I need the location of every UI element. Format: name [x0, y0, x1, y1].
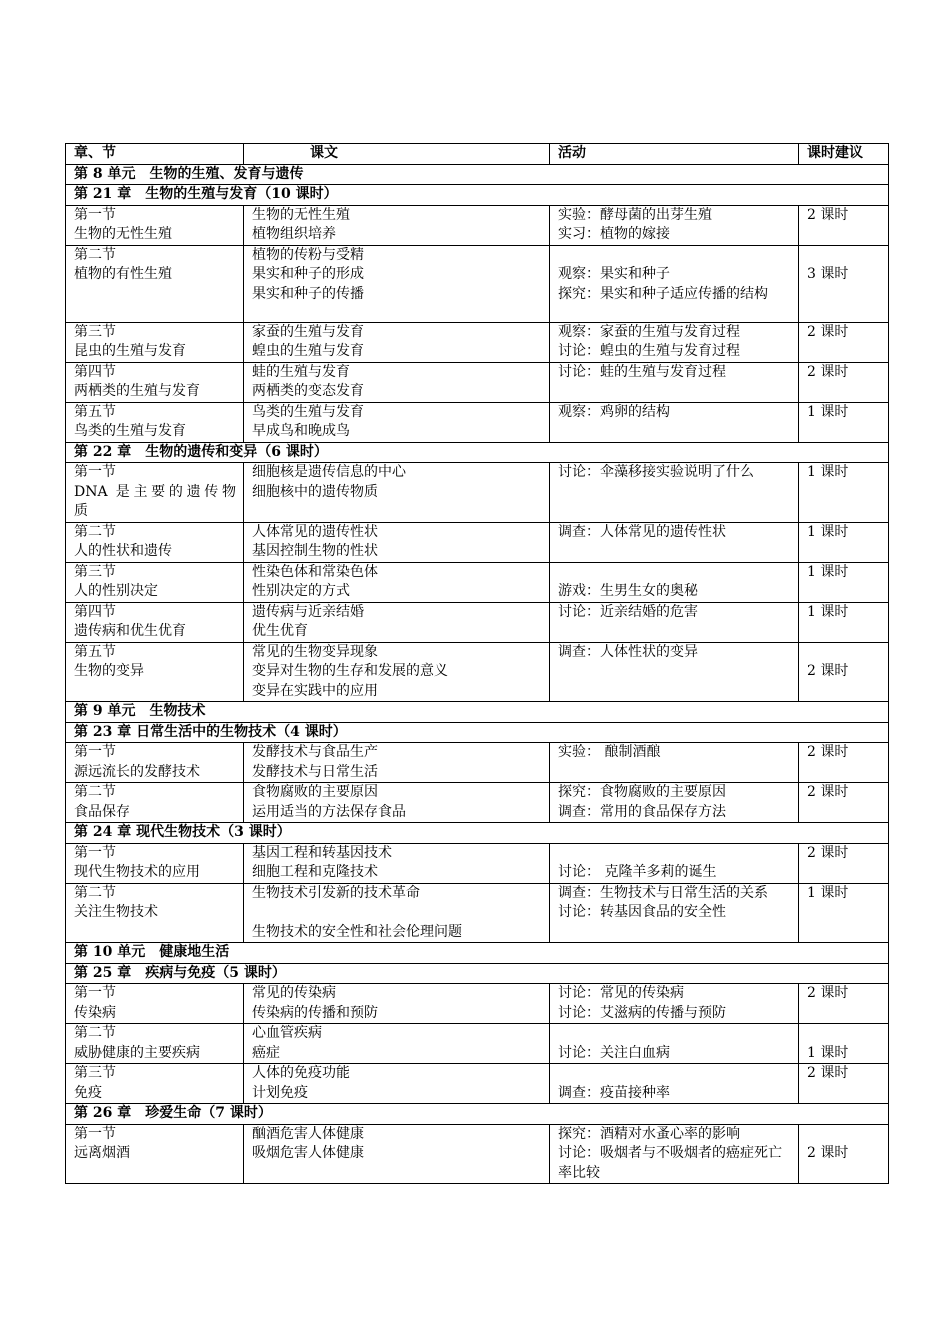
cell-hours [799, 743, 889, 783]
chapter-line: 生物的无性生殖 [74, 226, 172, 242]
text-line: 变异对生物的生存和发展的意义 [252, 663, 448, 679]
chapter-line: 第三节 [74, 1065, 116, 1081]
cell-activity [550, 743, 799, 783]
activity-line: 调查：人体性状的变异 [558, 643, 698, 660]
hours-line: 1 课时 [807, 523, 849, 540]
hours-line: 2 课时 [807, 844, 849, 861]
text-line: 癌症 [252, 1044, 280, 1061]
text-line: 人体常见的遗传性状 [252, 523, 378, 540]
section-title: 第 24 章 现代生物技术（3 课时） [66, 823, 889, 844]
chapter-line: 第四节 [74, 603, 116, 620]
section-title: 第 22 章 生物的遗传和变异（6 课时） [66, 442, 889, 463]
section-row [66, 164, 889, 185]
lesson-row [66, 362, 889, 402]
hours-line: 2 课时 [807, 744, 849, 760]
cell-text [244, 362, 550, 402]
chapter-line: 第一节 [74, 844, 116, 861]
text-line: 生物技术引发新的技术革命 [252, 884, 420, 901]
cell-chapter [66, 562, 244, 602]
cell-hours [799, 522, 889, 562]
chapter-line: 第二节 [74, 784, 116, 800]
section-title: 第 25 章 疾病与免疫（5 课时） [66, 963, 889, 984]
hours-line [807, 1125, 881, 1145]
hours-line [807, 643, 881, 663]
chapter-line: 昆虫的生殖与发育 [74, 343, 186, 359]
cell-hours [799, 205, 889, 245]
text-line: 常见的生物变异现象 [252, 643, 378, 660]
header-activity: 活动 [550, 144, 799, 165]
cell-activity [550, 322, 799, 362]
text-line: 优生优育 [252, 623, 308, 639]
cell-text [244, 562, 550, 602]
cell-text [244, 743, 550, 783]
activity-line [558, 844, 791, 864]
cell-hours [799, 783, 889, 823]
lesson-row [66, 843, 889, 883]
cell-chapter [66, 1024, 244, 1064]
section-title: 第 8 单元 生物的生殖、发育与遗传 [66, 164, 889, 185]
cell-hours [799, 602, 889, 642]
hours-line: 1 课时 [807, 1044, 849, 1061]
activity-line: 观察：鸡卵的结构 [558, 403, 670, 420]
text-line: 发酵技术与日常生活 [252, 763, 378, 780]
lesson-row [66, 883, 889, 943]
text-line: 变异在实践中的应用 [252, 682, 378, 699]
chapter-line: 第五节 [74, 403, 116, 420]
cell-activity [550, 642, 799, 702]
activity-line: 讨论：蛙的生殖与发育过程 [558, 363, 726, 380]
text-line: 细胞核是遗传信息的中心 [252, 464, 406, 480]
section-row [66, 823, 889, 844]
chapter-line: 第一节 [74, 1125, 116, 1142]
chapter-line: 鸟类的生殖与发育 [74, 423, 186, 439]
hours-line: 1 课时 [807, 603, 849, 620]
cell-text [244, 1064, 550, 1104]
text-line: 传染病的传播和预防 [252, 1004, 378, 1021]
lesson-row [66, 402, 889, 442]
chapter-line: 第二节 [74, 246, 116, 263]
activity-line: 讨论：近亲结婚的危害 [558, 603, 698, 620]
cell-activity [550, 984, 799, 1024]
text-line: 蛙的生殖与发育 [252, 363, 350, 380]
chapter-line: 现代生物技术的应用 [74, 864, 200, 880]
cell-hours [799, 362, 889, 402]
lesson-row [66, 562, 889, 602]
chapter-line: 第一节 [74, 985, 116, 1001]
activity-line: 游戏：生男生女的奥秘 [558, 583, 698, 599]
cell-chapter [66, 322, 244, 362]
cell-chapter [66, 362, 244, 402]
activity-line: 讨论： 克隆羊多莉的诞生 [558, 864, 717, 880]
cell-chapter [66, 602, 244, 642]
activity-line [558, 1064, 791, 1084]
text-line: 生物技术的安全性和社会伦理问题 [252, 923, 462, 940]
lesson-row [66, 602, 889, 642]
activity-line: 调查：人体常见的遗传性状 [558, 523, 726, 540]
chapter-line: 关注生物技术 [74, 904, 158, 920]
cell-activity [550, 522, 799, 562]
text-line: 两栖类的变态发育 [252, 383, 364, 399]
cell-chapter [66, 522, 244, 562]
lesson-row [66, 322, 889, 362]
cell-activity [550, 245, 799, 322]
chapter-line: 遗传病和优生优育 [74, 623, 186, 639]
cell-hours [799, 463, 889, 523]
chapter-line: 人的性别决定 [74, 583, 158, 599]
lesson-row [66, 642, 889, 702]
chapter-line: 第一节 [74, 744, 116, 760]
section-title: 第 10 单元 健康地生活 [66, 943, 889, 964]
text-line: 果实和种子的形成 [252, 266, 364, 282]
section-row [66, 442, 889, 463]
section-row [66, 722, 889, 743]
hours-line [807, 246, 881, 266]
text-line: 性染色体和常染色体 [252, 563, 378, 580]
activity-line: 探究：食物腐败的主要原因 [558, 784, 726, 800]
cell-activity [550, 883, 799, 943]
cell-activity [550, 402, 799, 442]
chapter-line: 第三节 [74, 323, 116, 340]
cell-activity [550, 362, 799, 402]
cell-text [244, 642, 550, 702]
text-line: 生物的无性生殖 [252, 206, 350, 223]
hours-line [807, 1024, 881, 1044]
lesson-row [66, 1124, 889, 1184]
activity-line: 调查：生物技术与日常生活的关系 [558, 884, 768, 901]
lesson-row [66, 984, 889, 1024]
chapter-line: 威胁健康的主要疾病 [74, 1044, 200, 1061]
text-line: 常见的传染病 [252, 985, 336, 1001]
cell-hours [799, 883, 889, 943]
cell-chapter [66, 743, 244, 783]
cell-text [244, 783, 550, 823]
hours-line: 1 课时 [807, 563, 849, 580]
header-hours: 课时建议 [799, 144, 889, 165]
text-line: 计划免疫 [252, 1084, 308, 1101]
hours-line: 2 课时 [807, 985, 849, 1001]
activity-line [558, 246, 791, 266]
cell-activity [550, 1024, 799, 1064]
cell-hours [799, 984, 889, 1024]
cell-activity [550, 1124, 799, 1184]
chapter-line: 植物的有性生殖 [74, 266, 172, 282]
activity-line: 探究：酒精对水蚤心率的影响 [558, 1125, 740, 1142]
cell-text [244, 522, 550, 562]
activity-line: 讨论：吸烟者与不吸烟者的癌症死亡率比较 [558, 1145, 782, 1181]
hours-line: 2 课时 [807, 323, 849, 340]
lesson-row [66, 463, 889, 523]
chapter-line: DNA 是主要的遗传物 [74, 483, 236, 500]
lesson-row [66, 205, 889, 245]
hours-line: 3 课时 [807, 266, 849, 282]
cell-hours [799, 402, 889, 442]
cell-text [244, 402, 550, 442]
text-line: 植物的传粉与受精 [252, 246, 364, 263]
cell-activity [550, 463, 799, 523]
cell-chapter [66, 783, 244, 823]
text-line: 果实和种子的传播 [252, 285, 364, 302]
activity-line: 讨论：蝗虫的生殖与发育过程 [558, 343, 740, 359]
header-chapter: 章、节 [66, 144, 244, 165]
cell-chapter [66, 843, 244, 883]
chapter-line: 人的性状和遗传 [74, 543, 172, 559]
cell-hours [799, 843, 889, 883]
cell-hours [799, 245, 889, 322]
section-row [66, 963, 889, 984]
hours-line: 2 课时 [807, 663, 849, 679]
chapter-line: 第四节 [74, 363, 116, 380]
chapter-line: 第五节 [74, 643, 116, 660]
text-line: 细胞核中的遗传物质 [252, 483, 378, 500]
chapter-line: 生物的变异 [74, 663, 144, 679]
section-row [66, 1104, 889, 1125]
activity-line [558, 563, 791, 583]
cell-activity [550, 1064, 799, 1104]
table-header-row [66, 144, 889, 165]
text-line: 基因工程和转基因技术 [252, 844, 392, 861]
section-row [66, 702, 889, 723]
section-title: 第 9 单元 生物技术 [66, 702, 889, 723]
text-line: 家蚕的生殖与发育 [252, 323, 364, 340]
chapter-line: 第二节 [74, 523, 116, 540]
text-line: 植物组织培养 [252, 226, 336, 242]
cell-hours [799, 562, 889, 602]
cell-hours [799, 642, 889, 702]
cell-text [244, 322, 550, 362]
chapter-line: 免疫 [74, 1084, 102, 1101]
hours-line: 2 课时 [807, 206, 849, 223]
hours-line: 2 课时 [807, 1065, 849, 1081]
cell-text [244, 843, 550, 883]
cell-text [244, 1124, 550, 1184]
hours-line: 1 课时 [807, 464, 849, 480]
text-line: 早成鸟和晚成鸟 [252, 423, 350, 439]
lesson-row [66, 245, 889, 322]
text-line: 人体的免疫功能 [252, 1065, 350, 1081]
chapter-line: 源远流长的发酵技术 [74, 763, 200, 780]
chapter-line: 质 [74, 503, 88, 519]
cell-activity [550, 783, 799, 823]
text-line: 发酵技术与食品生产 [252, 744, 378, 760]
activity-line [558, 1024, 791, 1044]
chapter-line: 两栖类的生殖与发育 [74, 383, 200, 399]
activity-line: 探究：果实和种子适应传播的结构 [558, 285, 768, 302]
text-line [252, 903, 542, 923]
cell-chapter [66, 205, 244, 245]
cell-text [244, 883, 550, 943]
activity-line: 观察：家蚕的生殖与发育过程 [558, 323, 740, 340]
activity-line: 讨论：常见的传染病 [558, 985, 684, 1001]
lesson-row [66, 1064, 889, 1104]
header-text: 课文 [244, 144, 550, 165]
text-line: 性别决定的方式 [252, 583, 350, 599]
cell-chapter [66, 402, 244, 442]
cell-text [244, 602, 550, 642]
cell-hours [799, 1064, 889, 1104]
cell-hours [799, 1124, 889, 1184]
cell-hours [799, 322, 889, 362]
cell-activity [550, 205, 799, 245]
text-line: 细胞工程和克隆技术 [252, 864, 378, 880]
chapter-line: 第一节 [74, 464, 116, 480]
text-line: 吸烟危害人体健康 [252, 1145, 364, 1161]
activity-line: 调查：疫苗接种率 [558, 1084, 670, 1101]
curriculum-table [65, 143, 889, 1184]
activity-line: 讨论：艾滋病的传播与预防 [558, 1004, 726, 1021]
lesson-row [66, 783, 889, 823]
hours-line: 1 课时 [807, 884, 849, 901]
activity-line: 调查：常用的食品保存方法 [558, 803, 726, 820]
activity-line: 讨论：伞藻移接实验说明了什么 [558, 464, 754, 480]
chapter-line: 第一节 [74, 206, 116, 223]
hours-line: 1 课时 [807, 403, 849, 420]
text-line: 遗传病与近亲结婚 [252, 603, 364, 620]
cell-text [244, 463, 550, 523]
text-line: 心血管疾病 [252, 1025, 322, 1041]
section-title: 第 21 章 生物的生殖与发育（10 课时） [66, 185, 889, 206]
cell-activity [550, 602, 799, 642]
hours-line: 2 课时 [807, 784, 849, 800]
text-line: 基因控制生物的性状 [252, 543, 378, 559]
chapter-line: 远离烟酒 [74, 1145, 130, 1161]
chapter-line: 第二节 [74, 1025, 116, 1041]
text-line: 酗酒危害人体健康 [252, 1125, 364, 1142]
cell-text [244, 984, 550, 1024]
activity-line: 实验：酵母菌的出芽生殖 [558, 206, 712, 223]
cell-chapter [66, 984, 244, 1024]
text-line: 鸟类的生殖与发育 [252, 403, 364, 420]
lesson-row [66, 743, 889, 783]
hours-line: 2 课时 [807, 1145, 849, 1161]
cell-chapter [66, 1064, 244, 1104]
section-row [66, 943, 889, 964]
hours-line: 2 课时 [807, 363, 849, 380]
lesson-row [66, 522, 889, 562]
cell-text [244, 245, 550, 322]
cell-chapter [66, 642, 244, 702]
text-line: 运用适当的方法保存食品 [252, 803, 406, 820]
cell-chapter [66, 883, 244, 943]
activity-line: 观察：果实和种子 [558, 266, 670, 282]
cell-chapter [66, 245, 244, 322]
text-line: 食物腐败的主要原因 [252, 784, 378, 800]
cell-chapter [66, 463, 244, 523]
activity-line: 实习：植物的嫁接 [558, 226, 670, 242]
cell-chapter [66, 1124, 244, 1184]
activity-line: 讨论：转基因食品的安全性 [558, 904, 726, 920]
section-title: 第 26 章 珍爱生命（7 课时） [66, 1104, 889, 1125]
cell-activity [550, 562, 799, 602]
cell-text [244, 205, 550, 245]
activity-line: 讨论：关注白血病 [558, 1044, 670, 1061]
activity-line: 实验： 酿制酒酿 [558, 744, 661, 760]
section-title: 第 23 章 日常生活中的生物技术（4 课时） [66, 722, 889, 743]
cell-activity [550, 843, 799, 883]
text-line: 蝗虫的生殖与发育 [252, 343, 364, 359]
cell-hours [799, 1024, 889, 1064]
cell-text [244, 1024, 550, 1064]
chapter-line: 传染病 [74, 1004, 116, 1021]
chapter-line: 第二节 [74, 884, 116, 901]
lesson-row [66, 1024, 889, 1064]
chapter-line: 食品保存 [74, 803, 130, 820]
section-row [66, 185, 889, 206]
chapter-line: 第三节 [74, 563, 116, 580]
